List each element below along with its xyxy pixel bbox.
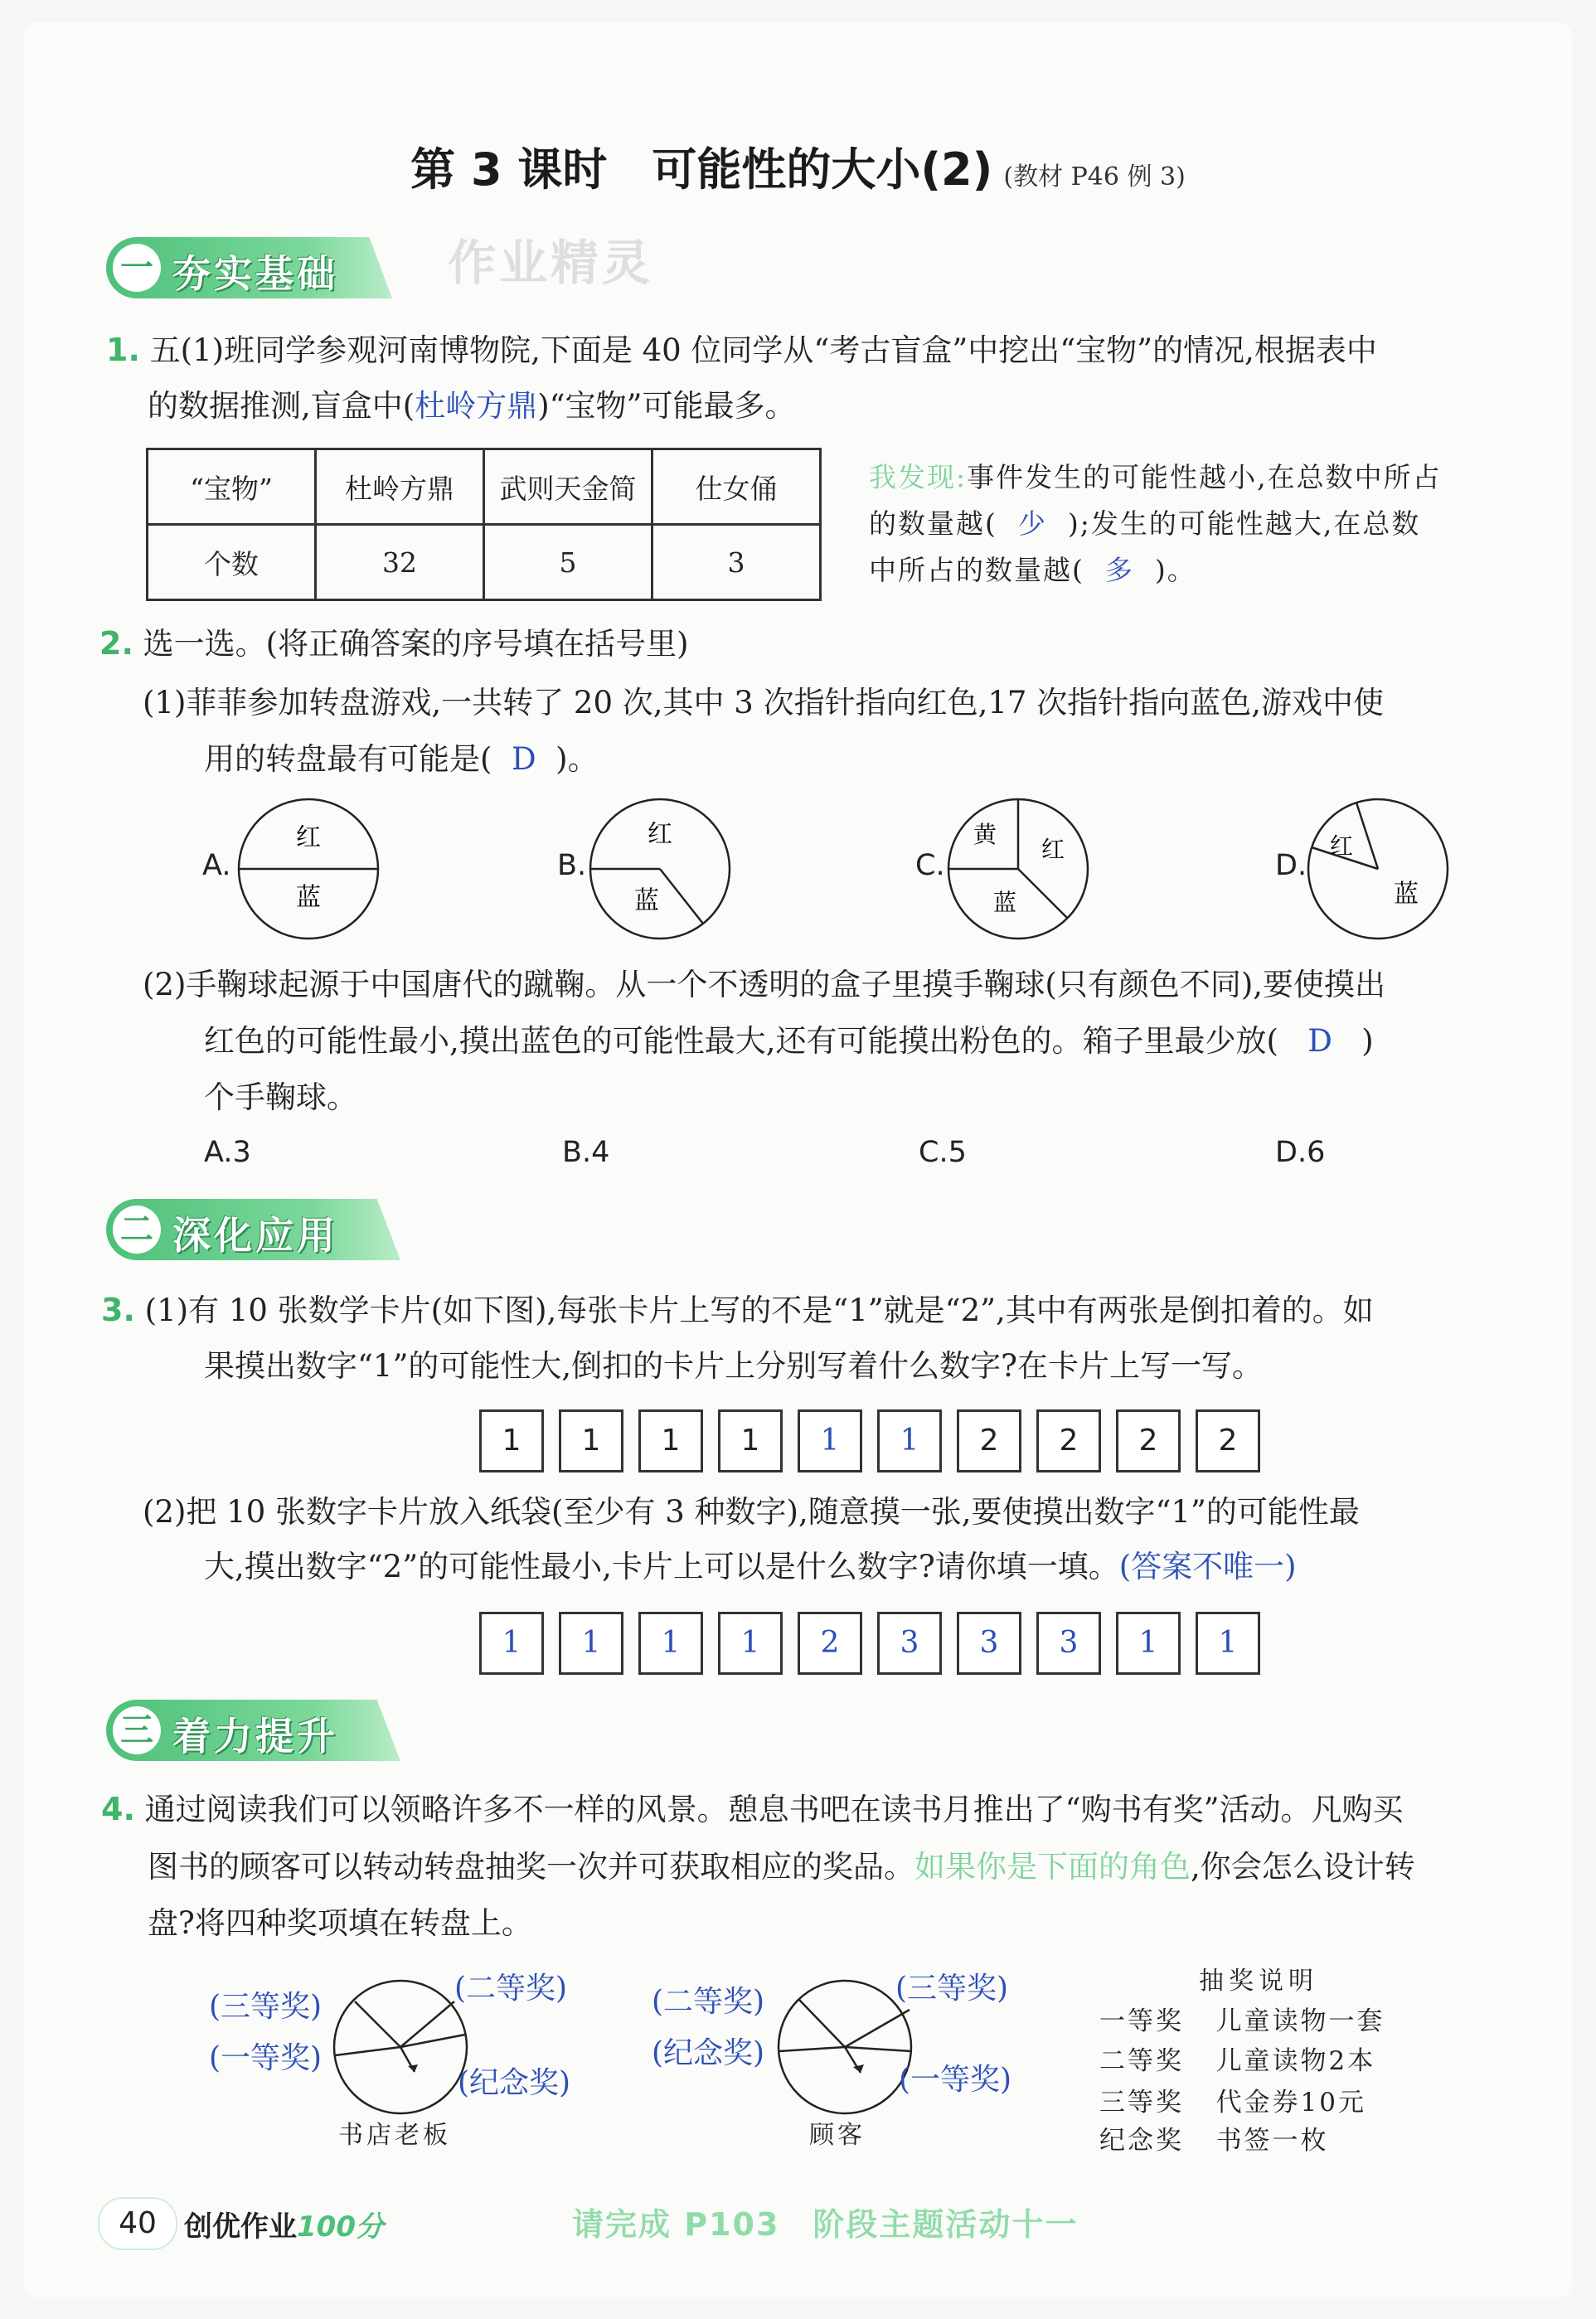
q2-number: 2. [99, 625, 133, 662]
q1-answer: 杜岭方鼎 [415, 388, 538, 424]
owner-label-third: (三等奖) [209, 1990, 323, 2024]
q2-option-b: B.4 [562, 1136, 610, 1169]
section-label: 深化应用 [172, 1213, 338, 1258]
number-card-filled: 1 [798, 1409, 862, 1472]
q4-highlight: 如果你是下面的角色 [914, 1849, 1191, 1885]
wheel-d [1305, 796, 1451, 942]
prize-wheel-owner [330, 1977, 471, 2118]
table-cell: 仕女俑 [652, 449, 821, 525]
section-banner-1 [106, 237, 392, 298]
prize-row: 三等奖 代金券10元 [1099, 2088, 1367, 2118]
q2-p1-answer: D [511, 741, 536, 777]
owner-label-first: (一等奖) [209, 2041, 323, 2075]
q2-p1-line1: (1)菲菲参加转盘游戏,一共转了 20 次,其中 3 次指针指向红色,17 次指针指向蓝色,游戏中使 [143, 685, 1384, 720]
section-icon: 二 [113, 1206, 161, 1254]
number-card-filled: 1 [1196, 1612, 1260, 1675]
q2-p2-line1: (2)手鞠球起源于中国唐代的蹴鞠。从一个不透明的盒子里摸手鞠球(只有颜色不同),要使摸出 [143, 967, 1386, 1002]
prize-row: 纪念奖 书签一枚 [1099, 2126, 1329, 2156]
q2-option-a: A.3 [204, 1136, 251, 1169]
table-row [148, 449, 821, 525]
treasure-table [146, 448, 822, 601]
page-title [0, 134, 1596, 198]
q3-p2-line1: (2)把 10 张数字卡片放入纸袋(至少有 3 种数字),随意摸一张,要使摸出数字“1”的可能性最 [143, 1494, 1360, 1530]
textbook-ref: (教材 P46 例 3) [1003, 163, 1186, 192]
section-icon: 一 [113, 244, 161, 292]
lesson-title: 第 3 课时 可能性的大小(2) [410, 143, 993, 196]
wheel-a-color-1: 红 [296, 823, 321, 852]
q4-line1: 4. 通过阅读我们可以领略许多不一样的风景。憩息书吧在读书月推出了“购书有奖”活动。凡购买 [101, 1791, 1404, 1827]
q2-intro: 2. 选一选。(将正确答案的序号填在括号里) [99, 625, 689, 662]
prize-row: 二等奖 儿童读物2本 [1099, 2046, 1376, 2076]
customer-label-souvenir: (纪念奖) [652, 2036, 765, 2070]
wheel-c-letter: C. [915, 849, 945, 882]
number-card: 1 [718, 1409, 783, 1472]
customer-caption: 顾客 [809, 2121, 866, 2150]
q1-number: 1. [106, 332, 140, 368]
discovery-note: 我发现:事件发生的可能性越小,在总数中所占 的数量越( 少 );发生的可能性越大,在总数 中所占的数量越( 多 )。 [869, 461, 1442, 586]
q3-p1-line2: 果摸出数字“1”的可能性大,倒扣的卡片上分别写着什么数字?在卡片上写一写。 [204, 1348, 1263, 1384]
q2-p2-line2: 红色的可能性最小,摸出蓝色的可能性最大,还有可能摸出粉色的。箱子里最少放( D ) [204, 1023, 1374, 1059]
owner-label-souvenir: (纪念奖) [458, 2066, 571, 2100]
discovery-label: 我发现: [869, 461, 968, 493]
section-label: 着力提升 [172, 1714, 338, 1759]
table-cell: “宝物” [148, 449, 316, 525]
wheel-d-color-1: 红 [1329, 832, 1354, 860]
wheel-c [945, 796, 1091, 942]
wheel-b [587, 796, 733, 942]
table-cell: 个数 [148, 525, 316, 600]
number-card: 1 [479, 1409, 544, 1472]
q2-p1-line2: 用的转盘最有可能是( D )。 [204, 741, 599, 777]
table-cell: 32 [316, 525, 484, 600]
wheel-c-color-1: 黄 [973, 821, 997, 848]
customer-label-third: (三等奖) [895, 1972, 1009, 2006]
q3-p1-line1: 3. (1)有 10 张数学卡片(如下图),每张卡片上写的不是“1”就是“2”,其中有两张是倒扣着的。如 [101, 1292, 1374, 1328]
number-card-filled: 1 [638, 1612, 703, 1675]
q2-option-d: D.6 [1275, 1136, 1326, 1169]
prize-wheel-customer [774, 1977, 915, 2118]
number-card-filled: 1 [718, 1612, 783, 1675]
q3-answer-note: (答案不唯一) [1118, 1549, 1297, 1584]
section-banner-3 [106, 1700, 400, 1761]
table-cell: 5 [484, 525, 652, 600]
footer-note: 请完成 P103 阶段主题活动十一 [572, 2206, 1079, 2243]
table-cell: 杜岭方鼎 [316, 449, 484, 525]
number-card: 2 [957, 1409, 1021, 1472]
wheel-b-color-1: 红 [648, 820, 672, 849]
section-icon: 三 [113, 1706, 161, 1754]
number-card-filled: 1 [1116, 1612, 1181, 1675]
table-cell: 3 [652, 525, 821, 600]
section-label: 夯实基础 [172, 251, 338, 296]
q3-number: 3. [101, 1292, 135, 1328]
number-card: 2 [1196, 1409, 1260, 1472]
wheel-b-letter: B. [557, 849, 587, 882]
wheel-c-color-3: 蓝 [992, 889, 1017, 916]
owner-caption: 书店老板 [338, 2121, 451, 2150]
q2-p2-line3: 个手鞠球。 [204, 1079, 357, 1115]
wheel-a-letter: A. [202, 849, 231, 882]
section-banner-2 [106, 1199, 400, 1260]
number-card: 1 [638, 1409, 703, 1472]
wheel-c-color-2: 红 [1041, 836, 1065, 863]
wheel-a-color-2: 蓝 [296, 883, 321, 912]
q3-p2-line2: 大,摸出数字“2”的可能性最小,卡片上可以是什么数字?请你填一填。(答案不唯一) [204, 1549, 1297, 1584]
wheel-b-color-2: 蓝 [634, 886, 659, 915]
number-card: 2 [1116, 1409, 1181, 1472]
q4-line3: 盘?将四种奖项填在转盘上。 [148, 1905, 532, 1941]
brand-logo: 创优作业100分 [184, 2210, 384, 2244]
wheel-a [235, 796, 381, 942]
number-card: 1 [559, 1409, 623, 1472]
number-card-filled: 1 [559, 1612, 623, 1675]
number-card-filled: 1 [479, 1612, 544, 1675]
q2-p2-answer: D [1307, 1023, 1332, 1059]
table-cell: 武则天金简 [484, 449, 652, 525]
q2-option-c: C.5 [919, 1136, 967, 1169]
wheel-d-color-2: 蓝 [1394, 880, 1419, 909]
prize-rules-title: 抽奖说明 [1199, 1967, 1318, 1996]
number-card-filled: 3 [957, 1612, 1021, 1675]
q4-line2: 图书的顾客可以转动转盘抽奖一次并可获取相应的奖品。如果你是下面的角色,你会怎么设计转 [148, 1849, 1415, 1885]
card-row-2 [479, 1612, 1259, 1678]
number-card-filled: 3 [1036, 1612, 1101, 1675]
customer-label-second: (二等奖) [652, 1985, 765, 2019]
discovery-answer-2: 多 [1104, 554, 1134, 586]
number-card-filled: 1 [877, 1409, 942, 1472]
q1-line1: 1. 五(1)班同学参观河南博物院,下面是 40 位同学从“考古盲盒”中挖出“宝物”的情况,根据表中 [106, 332, 1377, 368]
discovery-answer-1: 少 [1017, 507, 1047, 540]
number-card: 2 [1036, 1409, 1101, 1472]
q1-line2: 的数据推测,盲盒中(杜岭方鼎)“宝物”可能最多。 [148, 388, 796, 424]
owner-label-second: (二等奖) [454, 1972, 568, 2006]
page-number: 40 [98, 2197, 177, 2250]
number-card-filled: 3 [877, 1612, 942, 1675]
number-card-filled: 2 [798, 1612, 862, 1675]
customer-label-first: (一等奖) [899, 2063, 1012, 2097]
q4-number: 4. [101, 1791, 135, 1827]
table-row [148, 525, 821, 600]
prize-row: 一等奖 儿童读物一套 [1099, 2006, 1385, 2036]
watermark: 作业精灵 [448, 235, 654, 291]
wheel-d-letter: D. [1275, 849, 1307, 882]
card-row-1 [479, 1409, 1259, 1476]
